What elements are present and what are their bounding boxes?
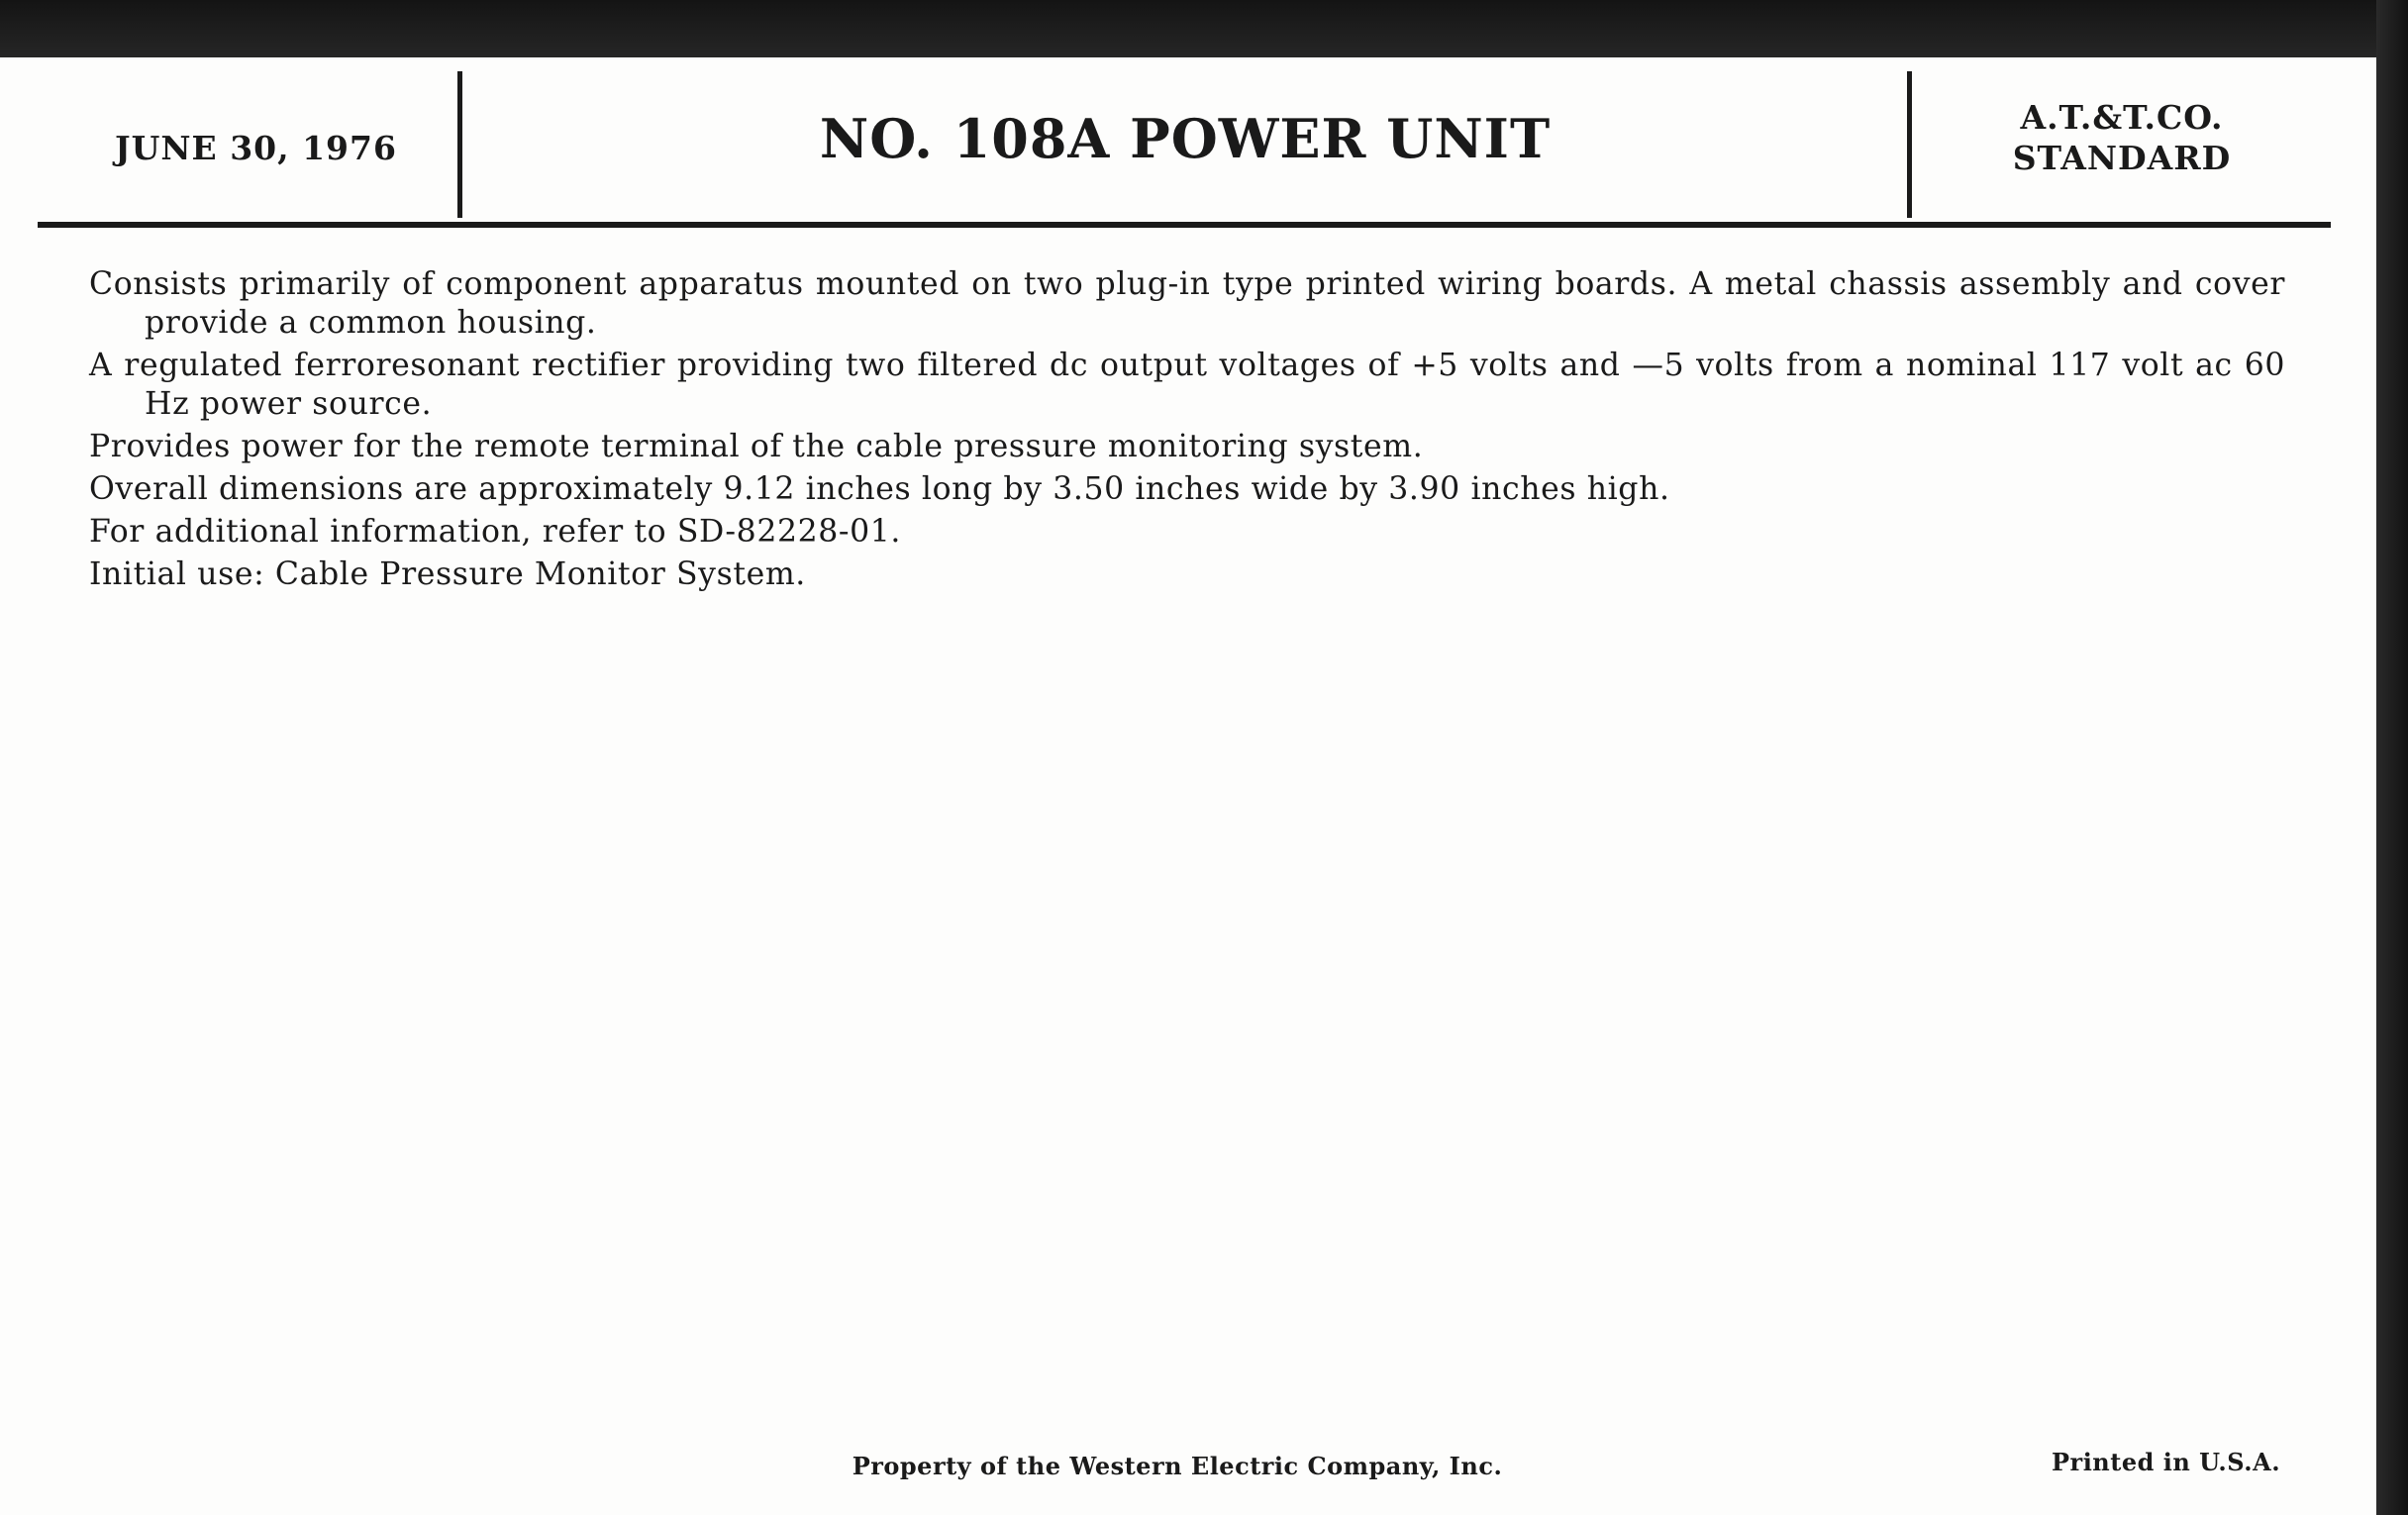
- paragraph-function: A regulated ferroresonant rectifier providing two filtered dc output voltages of +5 volts and —5 volts from a nominal 117 volt ac 60 Hz power source.: [89, 348, 2285, 422]
- header-divider-right: [1907, 71, 1912, 218]
- description-body: [89, 265, 2285, 598]
- header-divider-left: [457, 71, 462, 218]
- scan-background-right: [2376, 0, 2408, 1515]
- standard-label-line1: A.T.&T.CO.: [2020, 98, 2224, 137]
- header-rule: [38, 222, 2331, 228]
- paragraph-initial-use: Initial use: Cable Pressure Monitor System.: [89, 556, 806, 592]
- card-title: NO. 108A POWER UNIT: [819, 107, 1552, 170]
- paragraph-reference: For additional information, refer to SD-82228-01.: [89, 514, 902, 550]
- specification-card: [0, 57, 2376, 1515]
- issue-date: JUNE 30, 1976: [115, 129, 397, 167]
- scan-background-top: [0, 0, 2408, 57]
- standard-label-line2: STANDARD: [2012, 139, 2232, 177]
- standard-label: [1913, 97, 2331, 178]
- paragraph-purpose: Provides power for the remote terminal of the cable pressure monitoring system.: [89, 429, 1424, 464]
- paragraph-composition: Consists primarily of component apparatus mounted on two plug-in type printed wiring boards. A metal chassis assembly and cover provide a common housing.: [89, 266, 2285, 341]
- property-notice: [0, 1452, 2376, 1480]
- paragraph-dimensions: Overall dimensions are approximately 9.12 inches long by 3.50 inches wide by 3.90 inches high.: [89, 471, 1670, 507]
- card-header: [38, 57, 2331, 226]
- property-notice-text: Property of the Western Electric Company, Inc.: [852, 1452, 1503, 1480]
- printed-in-notice: Printed in U.S.A.: [2052, 1448, 2281, 1476]
